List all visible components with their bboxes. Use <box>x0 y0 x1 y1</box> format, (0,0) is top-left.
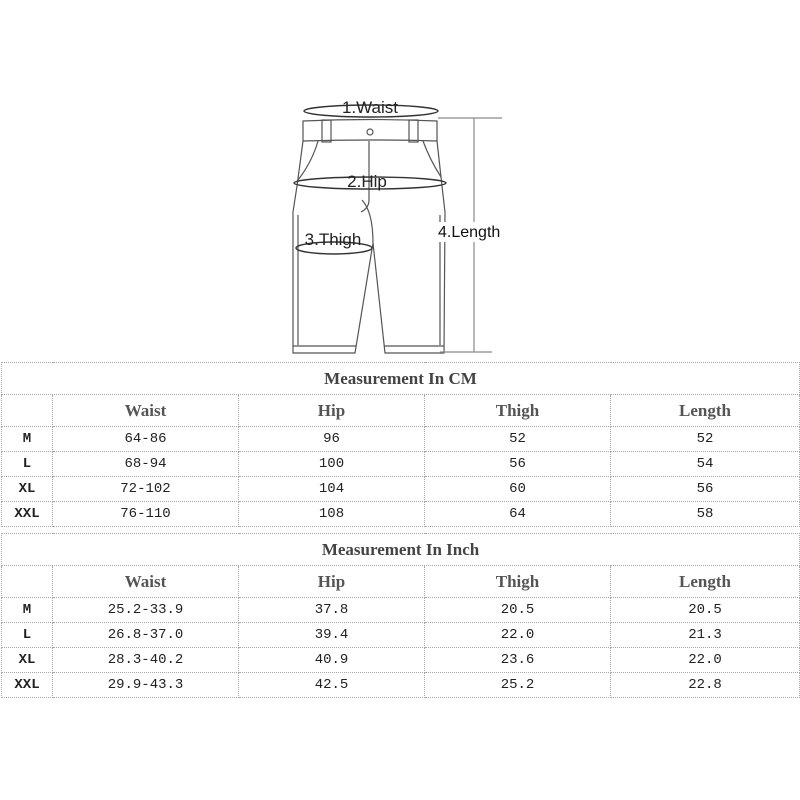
hip-value: 96 <box>239 427 425 452</box>
corner-cell <box>2 566 53 598</box>
table-row <box>2 502 800 527</box>
thigh-value: 23.6 <box>425 648 611 673</box>
length-label: 4.Length <box>438 224 501 241</box>
belt-loop-right <box>409 120 418 142</box>
table-row <box>2 623 800 648</box>
length-value: 22.0 <box>611 648 800 673</box>
size-label: XXL <box>2 673 53 698</box>
length-value: 22.8 <box>611 673 800 698</box>
thigh-label: 3.Thigh <box>304 230 362 249</box>
column-header-thigh: Thigh <box>425 566 611 598</box>
column-header-hip: Hip <box>239 566 425 598</box>
waist-value: 28.3-40.2 <box>53 648 239 673</box>
hip-value: 40.9 <box>239 648 425 673</box>
corner-cell <box>2 395 53 427</box>
column-header-row <box>2 566 800 598</box>
belt-loop-left <box>322 120 331 142</box>
waist-value: 68-94 <box>53 452 239 477</box>
waist-value: 26.8-37.0 <box>53 623 239 648</box>
waist-value: 29.9-43.3 <box>53 673 239 698</box>
column-header-length: Length <box>611 566 800 598</box>
hip-value: 42.5 <box>239 673 425 698</box>
size-label: M <box>2 598 53 623</box>
waist-value: 76-110 <box>53 502 239 527</box>
length-value: 21.3 <box>611 623 800 648</box>
hip-value: 104 <box>239 477 425 502</box>
table-row <box>2 477 800 502</box>
length-value: 58 <box>611 502 800 527</box>
table-title: Measurement In Inch <box>2 534 800 566</box>
table-row <box>2 673 800 698</box>
thigh-value: 25.2 <box>425 673 611 698</box>
waist-value: 25.2-33.9 <box>53 598 239 623</box>
size-label: M <box>2 427 53 452</box>
size-table-inch <box>1 533 800 698</box>
waist-label: 1.Waist <box>341 98 399 117</box>
column-header-waist: Waist <box>53 395 239 427</box>
thigh-value: 56 <box>425 452 611 477</box>
thigh-value: 20.5 <box>425 598 611 623</box>
shorts-diagram <box>0 0 800 362</box>
size-label: L <box>2 623 53 648</box>
column-header-thigh: Thigh <box>425 395 611 427</box>
table-row <box>2 598 800 623</box>
table-title: Measurement In CM <box>2 363 800 395</box>
hip-value: 100 <box>239 452 425 477</box>
size-table-cm <box>1 362 800 527</box>
thigh-value: 22.0 <box>425 623 611 648</box>
length-value: 52 <box>611 427 800 452</box>
hip-value: 37.8 <box>239 598 425 623</box>
hip-value: 39.4 <box>239 623 425 648</box>
column-header-hip: Hip <box>239 395 425 427</box>
length-value: 56 <box>611 477 800 502</box>
size-label: XXL <box>2 502 53 527</box>
pocket-right <box>423 141 441 177</box>
column-header-row <box>2 395 800 427</box>
table-row <box>2 427 800 452</box>
waist-value: 72-102 <box>53 477 239 502</box>
length-value: 54 <box>611 452 800 477</box>
column-header-length: Length <box>611 395 800 427</box>
size-label: L <box>2 452 53 477</box>
size-label: XL <box>2 648 53 673</box>
table-row <box>2 648 800 673</box>
table-title-row <box>2 363 800 395</box>
waist-value: 64-86 <box>53 427 239 452</box>
hip-value: 108 <box>239 502 425 527</box>
button <box>367 129 373 135</box>
table-title-row <box>2 534 800 566</box>
hip-label: 2.Hip <box>347 172 387 191</box>
size-label: XL <box>2 477 53 502</box>
table-row <box>2 452 800 477</box>
thigh-value: 52 <box>425 427 611 452</box>
thigh-value: 60 <box>425 477 611 502</box>
length-value: 20.5 <box>611 598 800 623</box>
column-header-waist: Waist <box>53 566 239 598</box>
thigh-value: 64 <box>425 502 611 527</box>
waistband <box>303 120 437 142</box>
